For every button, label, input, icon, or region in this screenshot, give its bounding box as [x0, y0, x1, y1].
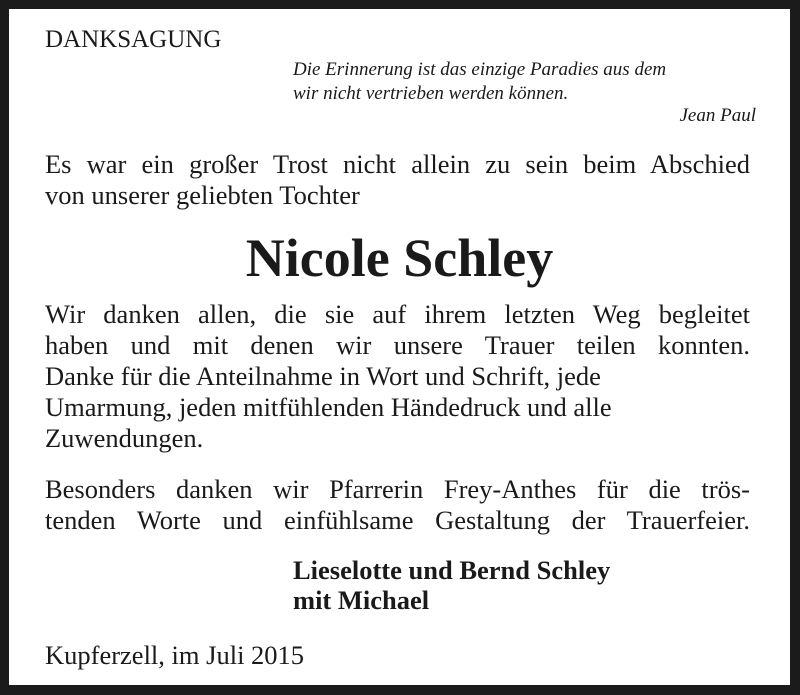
paragraph-line: Umarmung, jeden mitfühlenden Händedruck und alle: [45, 392, 612, 422]
signature-line: Lieselotte und Bernd Schley: [293, 555, 611, 585]
paragraph-line: Wir danken allen, die sie auf ihrem letzten Weg begleitet: [45, 299, 750, 329]
place-date: Kupferzell, im Juli 2015: [45, 640, 305, 670]
paragraph-line: Besonders danken wir Pfarrerin Frey-Anthes für die trös-: [45, 474, 750, 504]
obituary-notice: [9, 9, 790, 685]
paragraph-line: haben und mit denen wir unsere Trauer teilen konnten.: [45, 330, 750, 360]
signature-line: mit Michael: [293, 585, 430, 615]
paragraph-line: Danke für die Anteilnahme in Wort und Schrift, jede: [45, 361, 601, 391]
intro-line: von unserer geliebten Tochter: [45, 180, 360, 210]
quote-author: Jean Paul: [679, 105, 756, 126]
intro-line: Es war ein großer Trost nicht allein zu sein beim Abschied: [45, 149, 750, 179]
paragraph-line: tenden Worte und einfühlsame Gestaltung der Trauerfeier.: [45, 505, 750, 535]
paragraph-line: Zuwendungen.: [45, 423, 204, 453]
heading: DANKSAGUNG: [45, 26, 222, 53]
deceased-name: Nicole Schley: [245, 228, 554, 288]
quote-line: Die Erinnerung ist das einzige Paradies aus dem: [293, 59, 667, 80]
quote-line: wir nicht vertrieben werden können.: [293, 83, 569, 104]
